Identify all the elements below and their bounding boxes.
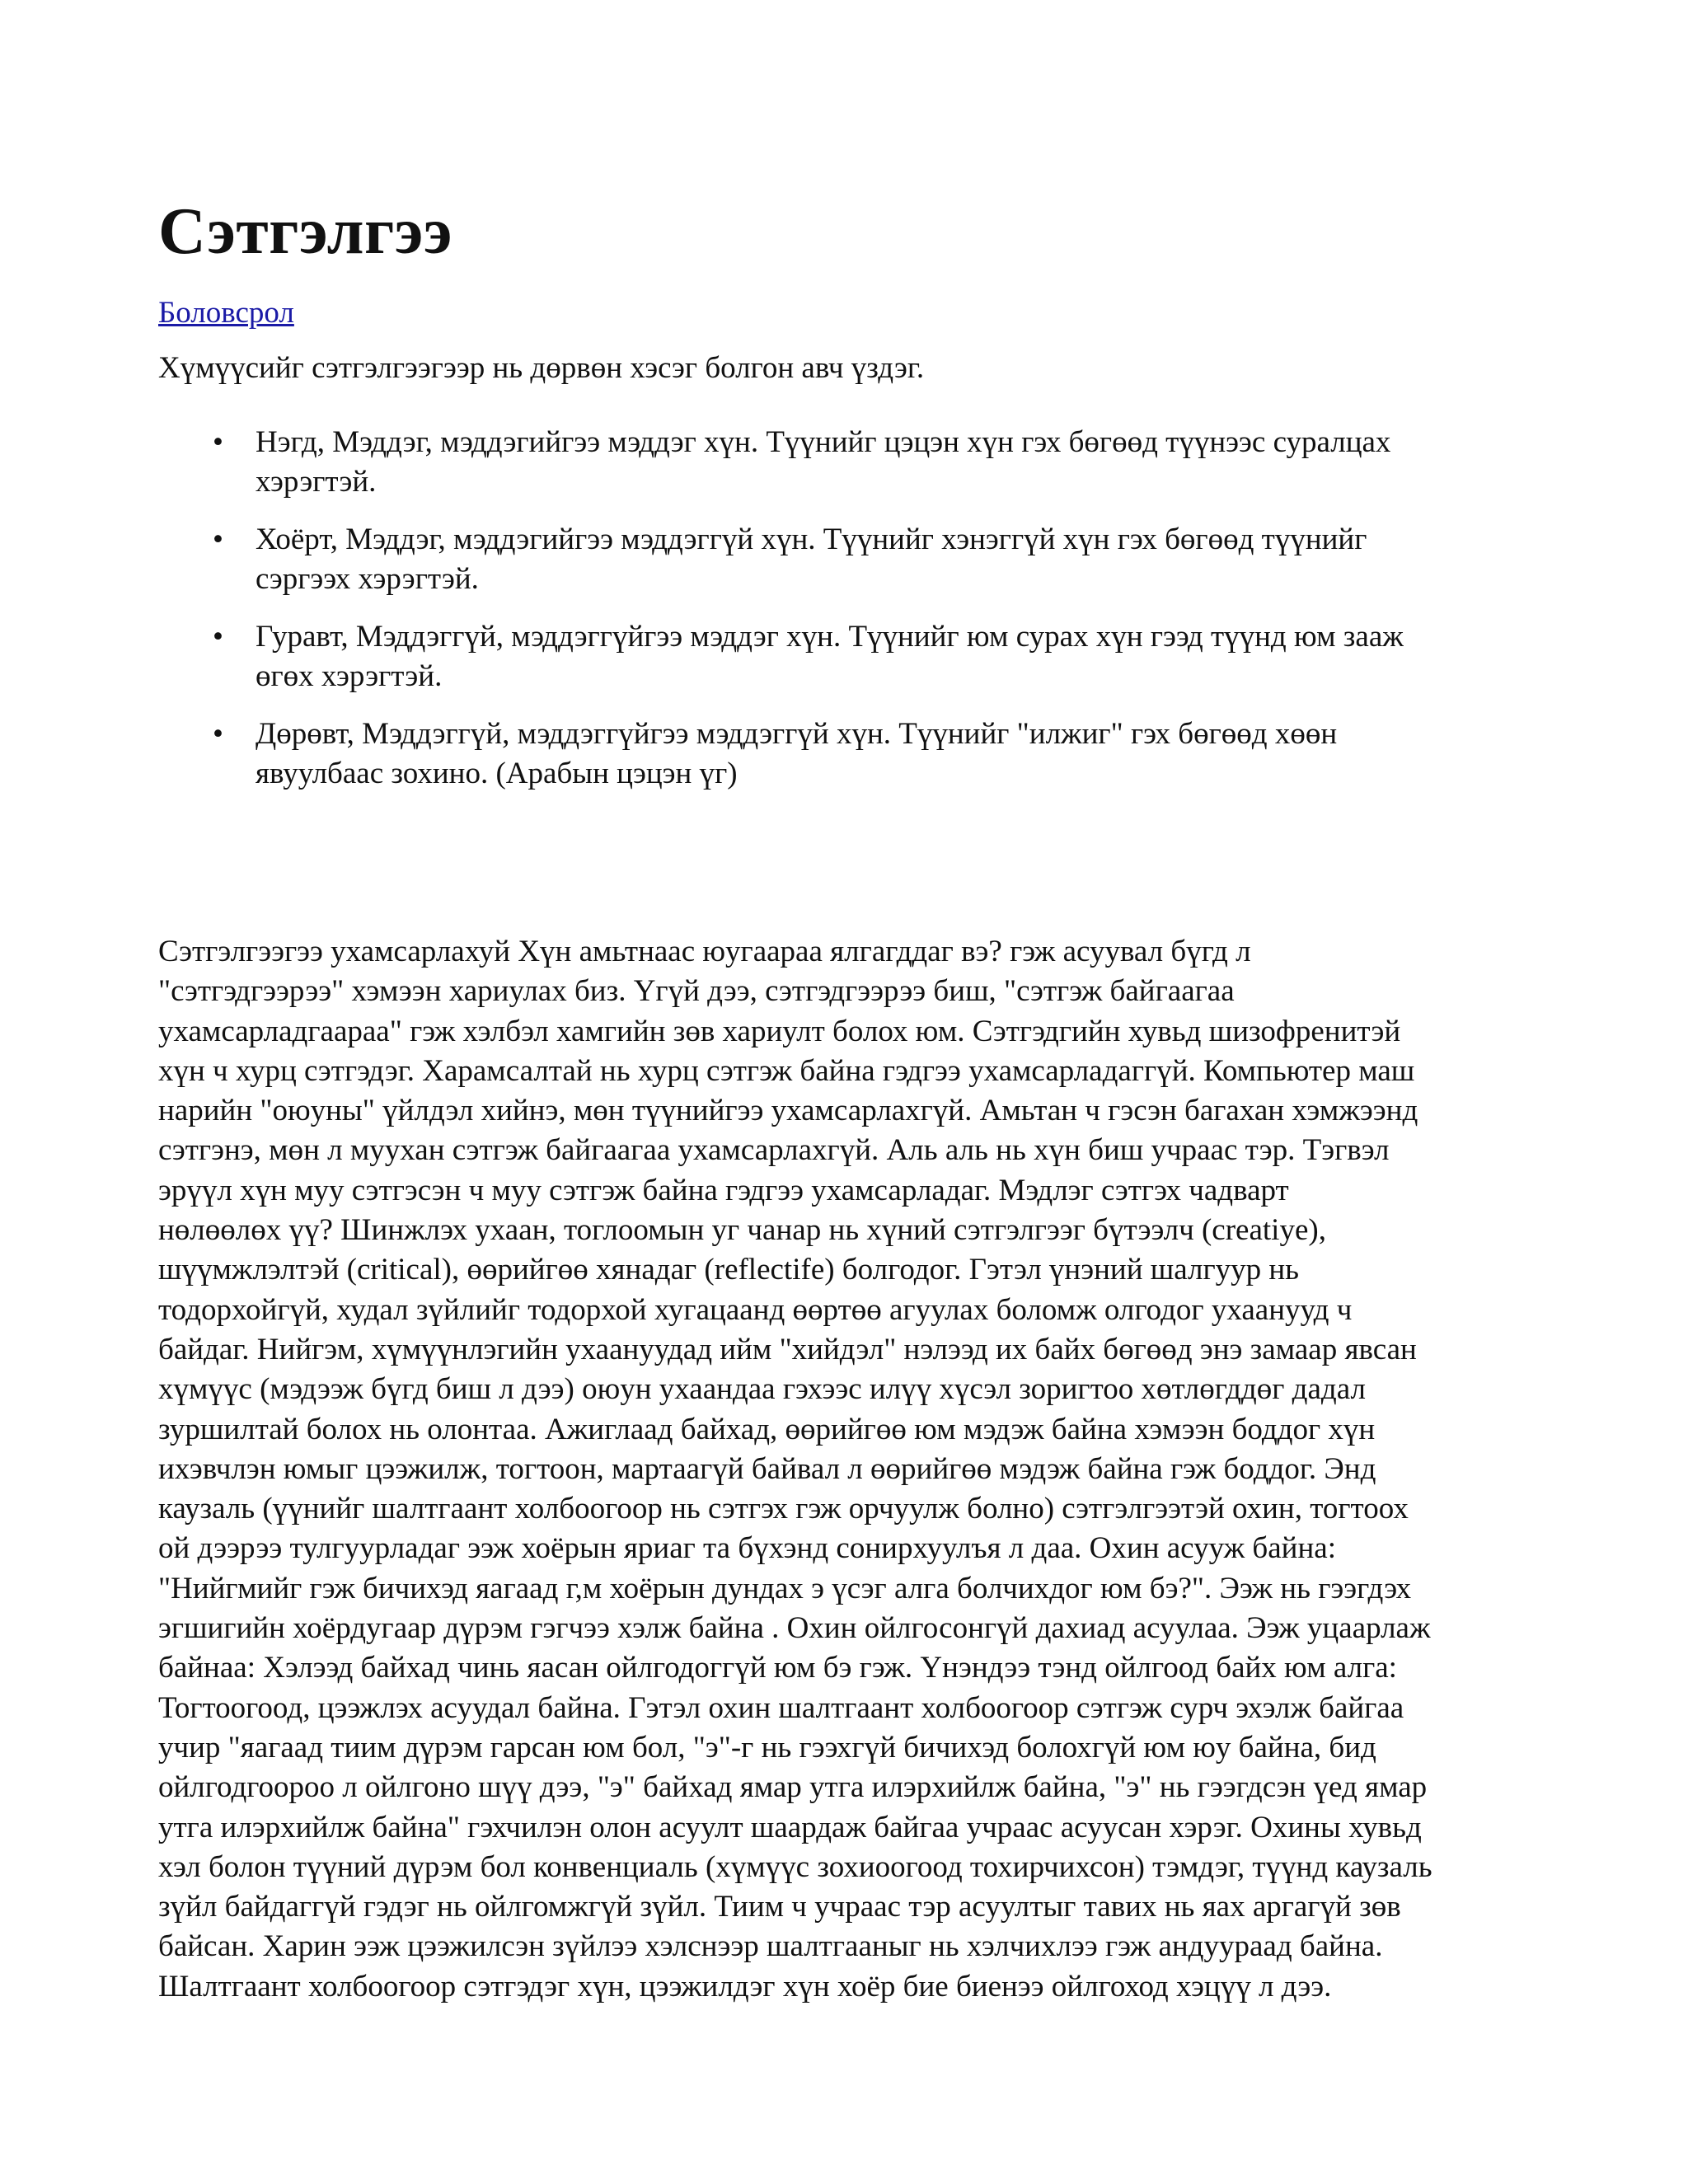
- list-item-line: Дөрөвт, Мэддэггүй, мэддэггүйгээ мэддэггүй хүн. Түүнийг "илжиг" гэх бөгөөд хөөн: [256, 717, 1338, 751]
- body-line: тодорхойгүй, худал зүйлийг тодорхой хугацаанд өөртөө агуулах боломж олгодог ухаанууд ч: [158, 1292, 1353, 1327]
- body-line: утга илэрхийлж байна" гэхчилэн олон асуулт шаардаж байгаа учраас асуусан хэрэг. Охины хувьд: [158, 1810, 1422, 1844]
- bullet-icon: •: [213, 523, 223, 556]
- body-line: учир "яагаад тиим дүрэм гарсан юм бол, "э"-г нь гээхгүй бичихэд болохгүй юм юу байна, бид: [158, 1730, 1376, 1765]
- body-line: зуршилтай болох нь олонтаа. Ажиглаад байхад, өөрийгөө юм мэдэж байна хэмээн боддог хүн: [158, 1412, 1376, 1446]
- body-line: нөлөөлөх үү? Шинжлэх ухаан, тоглоомын уг чанар нь хүний сэтгэлгээг бүтээлч (creatiye),: [158, 1213, 1326, 1248]
- body-line: Тогтоогоод, цээжлэх асуудал байна. Гэтэл охин шалтгаант холбоогоор сэтгэж сурч эхэлж байгаа: [158, 1690, 1404, 1725]
- list-item-line: явуулбаас зохино. (Арабын цэцэн үг): [256, 757, 738, 790]
- body-line: ойлгодгоороо л ойлгоно шүү дээ, "э" байхад ямар утга илэрхийлж байна, "э" нь гээгдсэн үед ямар: [158, 1770, 1428, 1805]
- category-link[interactable]: Боловсрол: [158, 296, 294, 330]
- bullet-icon: •: [213, 425, 223, 459]
- body-line: "Нийгмийг гэж бичихэд яагаад г,м хоёрын дундах э үсэг алга болчихдог юм бэ?". Ээж нь гээгдэх: [158, 1571, 1412, 1605]
- list-item-line: Нэгд, Мэддэг, мэддэгийгээ мэддэг хүн. Түүнийг цэцэн хүн гэх бөгөөд түүнээс суралцах: [256, 425, 1391, 459]
- body-line: ой дээрээ тулгуурладаг ээж хоёрын яриаг та бүхэнд сонирхуулъя л даа. Охин асууж байна:: [158, 1531, 1336, 1566]
- body-line: байсан. Харин ээж цээжилсэн зүйлээ хэлснээр шалтгааныг нь хэлчихлээ гэж андуураад байна.: [158, 1929, 1383, 1964]
- body-line: хэл болон түүний дүрэм бол конвенциаль (хүмүүс зохиоогоод тохирчихсон) тэмдэг, түүнд каузаль: [158, 1849, 1432, 1884]
- body-paragraph: [158, 932, 1543, 2007]
- bullet-icon: •: [213, 717, 223, 751]
- body-line: сэтгэнэ, мөн л муухан сэтгэж байгаагаа ухамсарлахгүй. Аль аль нь хүн биш учраас тэр. Тэгвэл: [158, 1133, 1390, 1168]
- body-line: ухамсарладгаараа" гэж хэлбэл хамгийн зөв хариулт болох юм. Сэтгэдгийн хувьд шизофренитэй: [158, 1014, 1401, 1048]
- body-line: байдаг. Нийгэм, хүмүүнлэгийн ухаануудад ийм "хийдэл" нэлээд их байх бөгөөд энэ замаар явсан: [158, 1332, 1417, 1366]
- body-line: Сэтгэлгээгээ ухамсарлахуй Хүн амьтнаас юугаараа ялгагддаг вэ? гэж асуувал бүгд л: [158, 935, 1251, 968]
- body-line: нарийн "оюуны" үйлдэл хийнэ, мөн түүнийгээ ухамсарлахгүй. Амьтан ч гэсэн багахан хэмжээнд: [158, 1094, 1418, 1128]
- body-line: зүйл байдаггүй гэдэг нь ойлгомжгүй зүйл. Тиим ч учраас тэр асуултыг тавих нь яах аргагүй зөв: [158, 1890, 1401, 1924]
- body-line: хүмүүс (мэдээж бүгд биш л дээ) оюун ухаандаа гэхээс илүү хүсэл зоригтоо хөтлөгддөг дадал: [158, 1372, 1366, 1407]
- body-line: хүн ч хурц сэтгэдэг. Харамсалтай нь хурц сэтгэж байна гэдгээ ухамсарладаггүй. Компьютер маш: [158, 1053, 1415, 1088]
- intro-paragraph: Хүмүүсийг сэтгэлгээгээр нь дөрвөн хэсэг болгон авч үздэг.: [158, 351, 925, 385]
- body-line: байнаа: Хэлээд байхад чинь яасан ойлгодоггүй юм бэ гэж. Үнэндээ тэнд ойлгоод байх юм алга:: [158, 1651, 1397, 1685]
- page-title: Сэтгэлгээ: [158, 195, 452, 268]
- list-item-line: Хоёрт, Мэддэг, мэддэгийгээ мэддэггүй хүн. Түүнийг хэнэггүй хүн гэх бөгөөд түүнийг: [256, 523, 1367, 556]
- body-line: Шалтгаант холбоогоор сэтгэдэг хүн, цээжилдэг хүн хоёр бие биенээ ойлгоход хэцүү л дээ.: [158, 1969, 1332, 2004]
- body-line: ихэвчлэн юмыг цээжилж, тогтоон, мартаагүй байвал л өөрийгөө мэдэж байна гэж боддог. Энд: [158, 1451, 1376, 1486]
- list-item: [158, 520, 1451, 599]
- list-item-line: Гуравт, Мэддэггүй, мэддэггүйгээ мэддэг хүн. Түүнийг юм сурах хүн гээд түүнд юм зааж: [256, 620, 1404, 654]
- list-item: [158, 715, 1451, 794]
- body-line: шүүмжлэлтэй (critical), өөрийгөө хянадаг (reflectife) болгодог. Гэтэл үнэний шалгуур нь: [158, 1253, 1300, 1287]
- list-item: [158, 617, 1451, 696]
- list-item-line: сэргээх хэрэгтэй.: [256, 562, 479, 596]
- body-line: эрүүл хүн муу сэтгэсэн ч муу сэтгэж байна гэдгээ ухамсарладаг. Мэдлэг сэтгэх чадварт: [158, 1173, 1289, 1207]
- body-line: эгшигийн хоёрдугаар дүрэм гэгчээ хэлж байна . Охин ойлгосонгүй дахиад асуулаа. Ээж уцаарлаж: [158, 1611, 1431, 1646]
- list-item-line: хэрэгтэй.: [256, 465, 377, 499]
- bullet-list: [158, 423, 1543, 812]
- list-item: [158, 423, 1451, 502]
- body-line: каузаль (үүнийг шалтгаант холбоогоор нь сэтгэх гэж орчуулж болно) сэтгэлгээтэй охин, тогтоох: [158, 1492, 1409, 1526]
- body-line: "сэтгэдгээрээ" хэмээн хариулах биз. Үгүй дээ, сэтгэдгээрээ биш, "сэтгэж байгаагаа: [158, 974, 1235, 1009]
- list-item-line: өгөх хэрэгтэй.: [256, 659, 443, 693]
- bullet-icon: •: [213, 620, 223, 654]
